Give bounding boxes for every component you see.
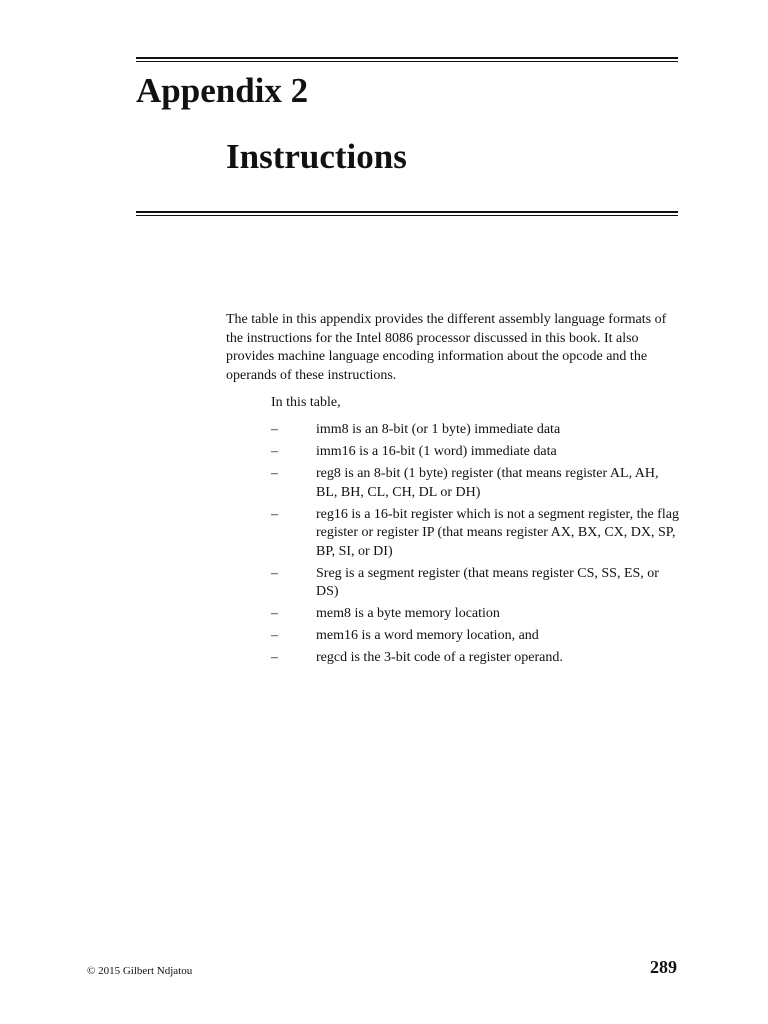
definition-item [271,443,682,462]
definition-text: mem16 is a word memory location, and [316,628,539,643]
definition-text: imm16 is a 16-bit (1 word) immediate data [316,444,557,459]
definition-text: mem8 is a byte memory location [316,606,500,621]
dash-bullet: – [271,422,278,437]
definitions-list [271,421,682,671]
top-double-rule [136,57,678,62]
definition-text: Sreg is a segment register (that means register CS, SS, ES, or DS) [316,565,659,599]
dash-bullet: – [271,606,278,621]
dash-bullet: – [271,444,278,459]
definition-text: reg8 is an 8-bit (1 byte) register (that means register AL, AH, BL, BH, CL, CH, DL or DH) [316,466,659,500]
definition-item [271,506,682,562]
chapter-title: Instructions [226,137,407,176]
definition-text: imm8 is an 8-bit (or 1 byte) immediate data [316,422,561,437]
dash-bullet: – [271,506,278,522]
definition-item [271,605,682,624]
definition-item [271,565,682,602]
intro-paragraph: The table in this appendix provides the different assembly language formats of the instructions for the Intel 8086 processor discussed in this book. It also provides machine language encoding information about the opcode and the operands of these instructions. [226,312,667,383]
bottom-double-rule [136,211,678,216]
dash-bullet: – [271,565,278,581]
definition-item [271,649,682,668]
dash-bullet: – [271,650,278,665]
definition-item [271,627,682,646]
page-number: 289 [650,957,677,977]
dash-bullet: – [271,628,278,643]
dash-bullet: – [271,466,278,481]
definition-item [271,421,682,440]
appendix-label: Appendix 2 [136,71,309,110]
copyright-notice: © 2015 Gilbert Ndjatou [87,965,193,977]
definition-text: regcd is the 3-bit code of a register operand. [316,650,563,665]
definition-text: reg16 is a 16-bit register which is not a segment register, the flag register or register IP (that means register AX, BX, CX, DX, SP, BP, SI, or DI) [316,506,679,559]
definition-item [271,465,682,502]
table-lead-in: In this table, [271,395,341,410]
intro-section [226,311,682,385]
